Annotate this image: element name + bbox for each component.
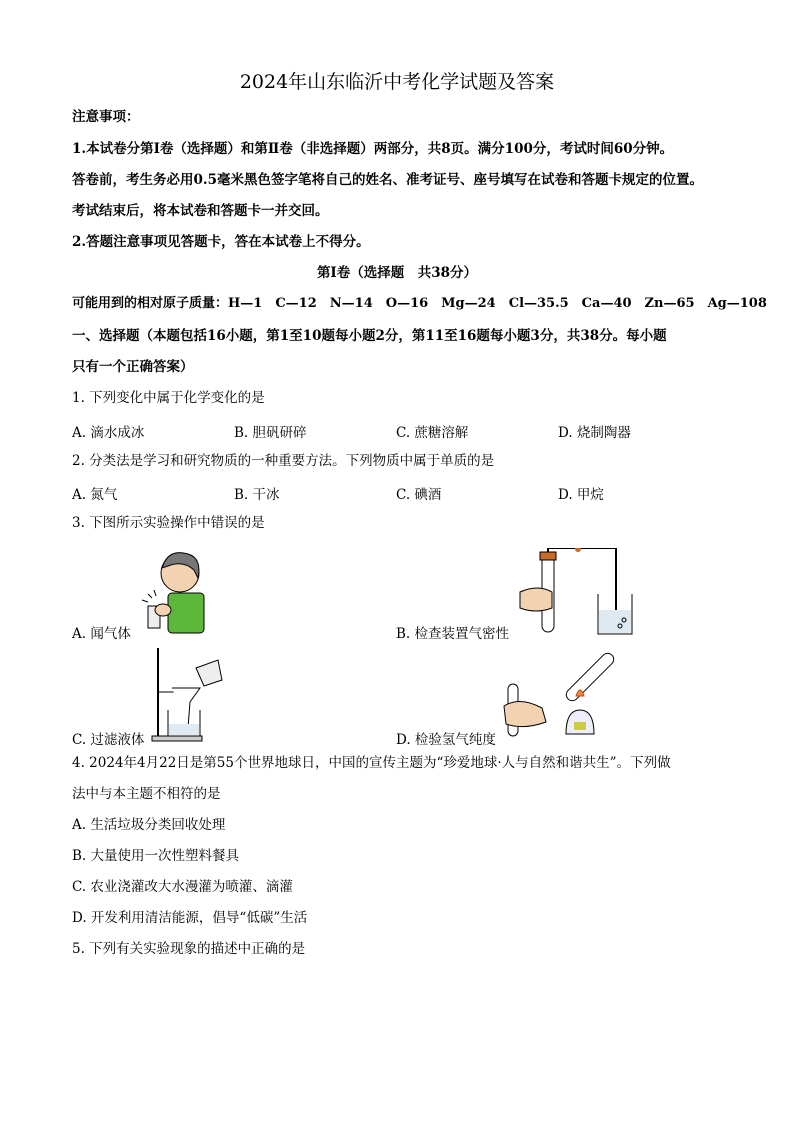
smelling-gas-illustration bbox=[138, 548, 208, 638]
notice-line: 1.本试卷分第Ⅰ卷（选择题）和第Ⅱ卷（非选择题）两部分，共8页。满分100分，考试时间60分钟。 bbox=[72, 141, 674, 157]
q2-option-a: A. 氮气 bbox=[72, 487, 118, 503]
filtration-illustration bbox=[150, 648, 224, 742]
notice-line: 2.答题注意事项见答题卡，答在本试卷上不得分。 bbox=[72, 234, 370, 250]
question-2-stem: 2. 分类法是学习和研究物质的一种重要方法。下列物质中属于单质的是 bbox=[72, 453, 495, 469]
q1-option-a: A. 滴水成冰 bbox=[72, 425, 145, 441]
atomic-masses: 可能用到的相对原子质量：H—1 C—12 N—14 O—16 Mg—24 Cl—35.5 Ca—40 Zn—65 Ag—108 bbox=[72, 296, 767, 311]
q3-option-a: A. 闻气体 bbox=[72, 626, 131, 642]
q2-option-b: B. 干冰 bbox=[234, 487, 280, 503]
q1-option-b: B. 胆矾研碎 bbox=[234, 425, 307, 441]
section-title: 第Ⅰ卷（选择题 共38分） bbox=[316, 265, 478, 281]
question-4-stem: 4. 2024年4月22日是第55个世界地球日，中国的宣传主题为“珍爱地球·人与自然和谐共生”。下列做 bbox=[72, 755, 671, 771]
q4-option-c: C. 农业浇灌改大水漫灌为喷灌、滴灌 bbox=[72, 879, 293, 895]
airtightness-check-illustration bbox=[518, 548, 636, 636]
q2-option-c: C. 碘酒 bbox=[396, 487, 442, 503]
q2-option-d: D. 甲烷 bbox=[558, 487, 604, 503]
hydrogen-purity-illustration bbox=[500, 644, 628, 744]
question-5-stem: 5. 下列有关实验现象的描述中正确的是 bbox=[72, 941, 306, 957]
question-1-stem: 1. 下列变化中属于化学变化的是 bbox=[72, 390, 265, 406]
q3-option-d: D. 检验氢气纯度 bbox=[396, 732, 496, 748]
notice-line: 考试结束后，将本试卷和答题卡一并交回。 bbox=[72, 203, 329, 219]
page-title: 2024年山东临沂中考化学试题及答案 bbox=[239, 71, 555, 93]
q3-option-b: B. 检查装置气密性 bbox=[396, 626, 510, 642]
q3-option-c: C. 过滤液体 bbox=[72, 732, 145, 748]
notice-line: 答卷前，考生务必用0.5毫米黑色签字笔将自己的姓名、准考证号、座号填写在试卷和答题卡规定的位置。 bbox=[72, 172, 703, 188]
part-heading: 只有一个正确答案） bbox=[72, 359, 194, 375]
q4-option-b: B. 大量使用一次性塑料餐具 bbox=[72, 848, 240, 864]
q1-option-c: C. 蔗糖溶解 bbox=[396, 425, 469, 441]
notice-heading: 注意事项： bbox=[72, 109, 140, 125]
question-3-stem: 3. 下图所示实验操作中错误的是 bbox=[72, 515, 265, 531]
part-heading: 一、选择题（本题包括16小题，第1至10题每小题2分，第11至16题每小题3分，共38分。每小题 bbox=[72, 328, 667, 344]
q4-option-a: A. 生活垃圾分类回收处理 bbox=[72, 817, 226, 833]
q4-option-d: D. 开发利用清洁能源，倡导“低碳”生活 bbox=[72, 910, 308, 926]
q1-option-d: D. 烧制陶器 bbox=[558, 425, 631, 441]
question-4-stem: 法中与本主题不相符的是 bbox=[72, 786, 221, 802]
